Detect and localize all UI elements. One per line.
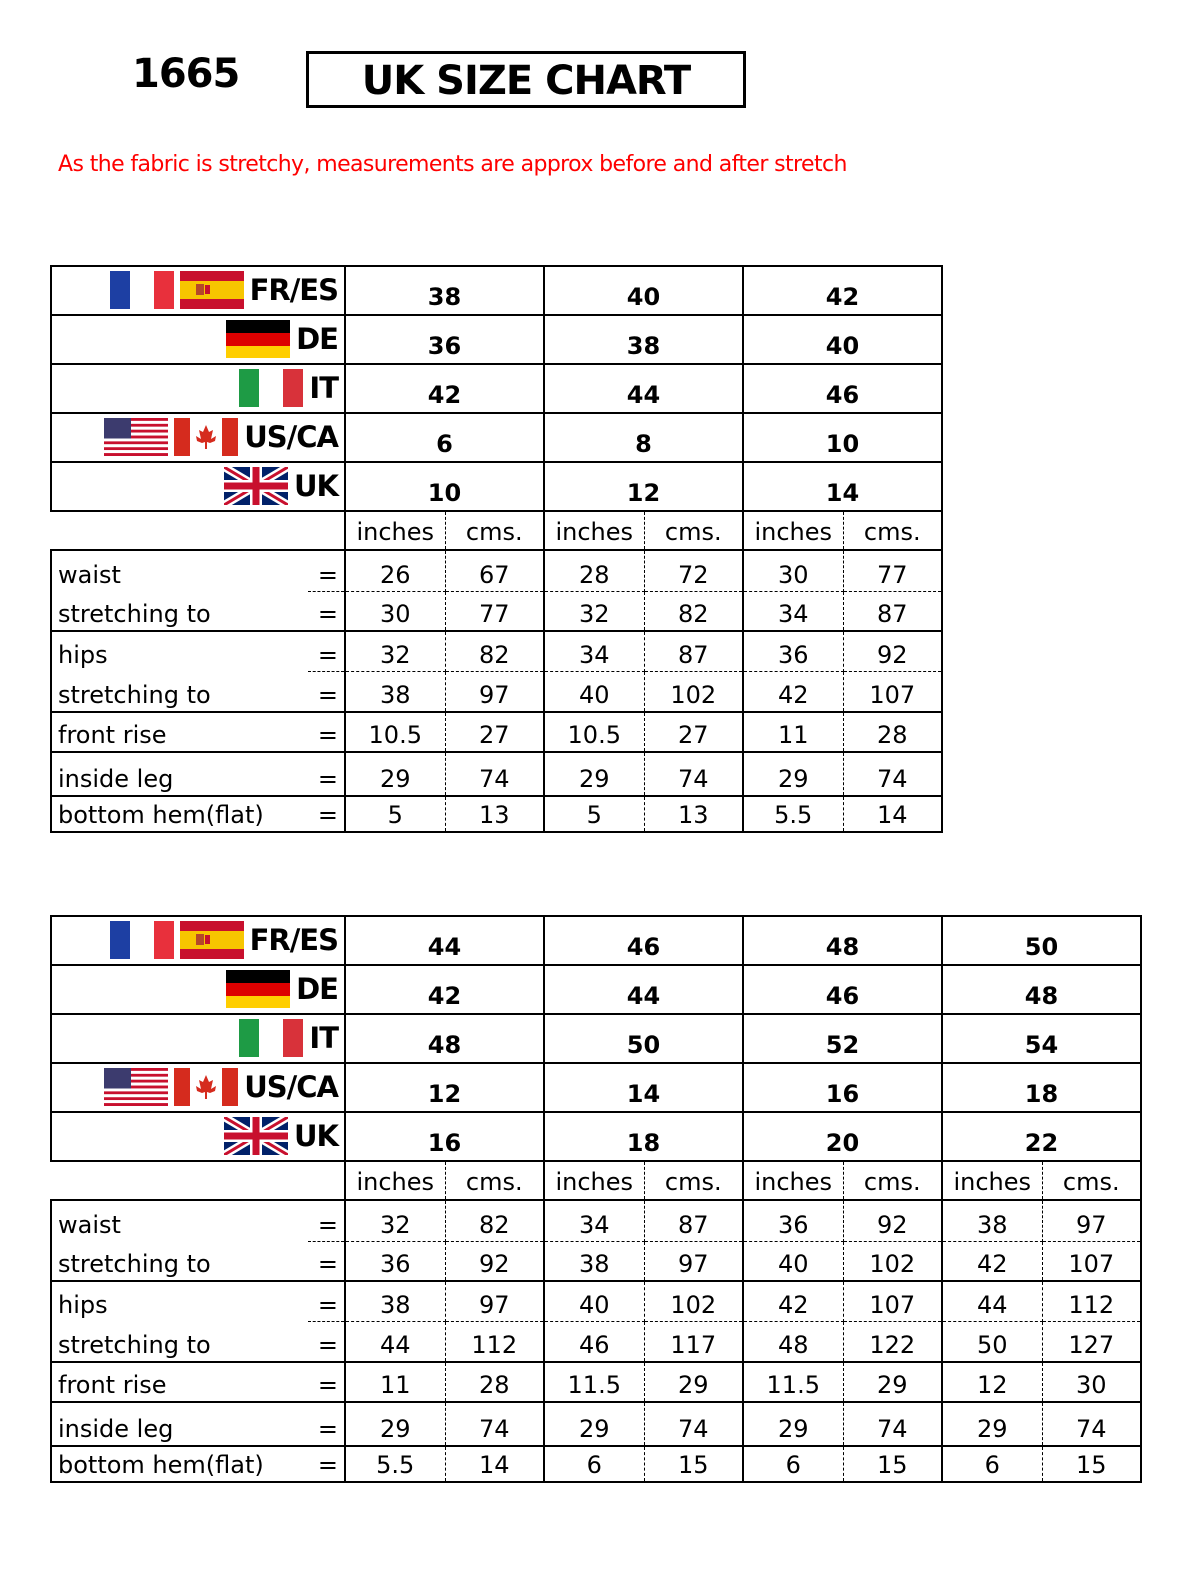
size-value: 44	[544, 364, 743, 413]
flags	[233, 1019, 303, 1057]
size-table-2	[50, 915, 1142, 1483]
measure-row	[51, 712, 942, 752]
measure-row	[51, 1402, 1141, 1446]
value-cms: 13	[445, 796, 544, 832]
country-row	[51, 462, 942, 511]
size-value: 10	[743, 413, 942, 462]
value-inches: 12	[942, 1362, 1042, 1402]
measure-row	[51, 1200, 1141, 1241]
country-label: FR/ES	[249, 273, 338, 307]
size-value: 48	[743, 916, 942, 965]
flags	[98, 418, 238, 456]
country-row	[51, 1112, 1141, 1161]
size-value: 8	[544, 413, 743, 462]
value-cms: 13	[644, 796, 743, 832]
country-label: UK	[293, 469, 338, 503]
value-inches: 34	[743, 591, 843, 631]
value-inches: 38	[345, 1281, 445, 1321]
size-value: 44	[544, 965, 743, 1014]
country-cell	[51, 1014, 345, 1063]
value-inches: 42	[743, 671, 843, 712]
size-value: 10	[345, 462, 544, 511]
country-label: US/CA	[244, 420, 338, 454]
measure-label: inside leg	[51, 752, 308, 796]
units-row	[51, 1161, 1141, 1200]
value-cms: 30	[1042, 1362, 1141, 1402]
measure-row	[51, 1281, 1141, 1321]
germany-flag-icon	[226, 970, 290, 1008]
value-inches: 32	[345, 1200, 445, 1241]
size-value: 46	[743, 364, 942, 413]
country-row	[51, 315, 942, 364]
country-row	[51, 916, 1141, 965]
measure-label: bottom hem(flat)	[51, 796, 308, 832]
value-cms: 77	[445, 591, 544, 631]
value-inches: 34	[544, 1200, 644, 1241]
value-cms: 74	[445, 752, 544, 796]
value-cms: 82	[445, 1200, 544, 1241]
country-row	[51, 1014, 1141, 1063]
value-inches: 40	[544, 671, 644, 712]
measure-row	[51, 550, 942, 591]
uk-flag-icon	[224, 467, 288, 505]
value-cms: 112	[445, 1321, 544, 1362]
value-inches: 11.5	[544, 1362, 644, 1402]
country-label: DE	[296, 972, 338, 1006]
size-value: 42	[345, 364, 544, 413]
value-cms: 14	[843, 796, 942, 832]
size-value: 46	[743, 965, 942, 1014]
size-value: 48	[345, 1014, 544, 1063]
title-box	[306, 51, 746, 108]
value-inches: 5.5	[743, 796, 843, 832]
country-cell	[51, 315, 345, 364]
measure-label: bottom hem(flat)	[51, 1446, 308, 1482]
italy-flag-icon	[239, 369, 303, 407]
country-row	[51, 1063, 1141, 1112]
value-inches: 46	[544, 1321, 644, 1362]
size-value: 12	[544, 462, 743, 511]
value-cms: 112	[1042, 1281, 1141, 1321]
flags	[104, 921, 244, 959]
value-cms: 102	[644, 671, 743, 712]
product-code: 1665	[132, 51, 240, 97]
equals-sign: =	[308, 1200, 345, 1241]
size-value: 42	[743, 266, 942, 315]
value-cms: 27	[644, 712, 743, 752]
equals-sign: =	[308, 1446, 345, 1482]
value-cms: 74	[644, 1402, 743, 1446]
size-value: 46	[544, 916, 743, 965]
equals-sign: =	[308, 1241, 345, 1281]
value-cms: 107	[843, 1281, 942, 1321]
value-inches: 5.5	[345, 1446, 445, 1482]
value-inches: 29	[942, 1402, 1042, 1446]
equals-sign: =	[308, 1281, 345, 1321]
unit-cms: cms.	[445, 1161, 544, 1200]
measure-row	[51, 796, 942, 832]
country-row	[51, 266, 942, 315]
size-value: 44	[345, 916, 544, 965]
country-cell	[51, 413, 345, 462]
unit-inches: inches	[743, 511, 843, 550]
measure-row	[51, 591, 942, 631]
value-inches: 26	[345, 550, 445, 591]
country-label: FR/ES	[249, 923, 338, 957]
measure-label: hips	[51, 631, 308, 671]
size-value: 18	[544, 1112, 743, 1161]
flags	[104, 271, 244, 309]
unit-cms: cms.	[445, 511, 544, 550]
value-inches: 28	[544, 550, 644, 591]
value-inches: 36	[743, 1200, 843, 1241]
flags	[218, 1117, 288, 1155]
equals-sign: =	[308, 1321, 345, 1362]
value-inches: 44	[942, 1281, 1042, 1321]
value-inches: 32	[345, 631, 445, 671]
value-inches: 11.5	[743, 1362, 843, 1402]
measure-row	[51, 671, 942, 712]
page-title: UK SIZE CHART	[361, 58, 691, 104]
blank-cell	[51, 511, 345, 550]
flags	[233, 369, 303, 407]
value-cms: 77	[843, 550, 942, 591]
value-cms: 87	[644, 1200, 743, 1241]
value-inches: 38	[544, 1241, 644, 1281]
value-inches: 5	[544, 796, 644, 832]
value-cms: 74	[843, 1402, 942, 1446]
value-inches: 30	[345, 591, 445, 631]
country-label: IT	[309, 1021, 338, 1055]
measure-row	[51, 1321, 1141, 1362]
value-inches: 6	[942, 1446, 1042, 1482]
unit-cms: cms.	[843, 1161, 942, 1200]
value-inches: 40	[743, 1241, 843, 1281]
value-cms: 92	[843, 631, 942, 671]
value-inches: 29	[544, 752, 644, 796]
equals-sign: =	[308, 1402, 345, 1446]
value-inches: 42	[942, 1241, 1042, 1281]
value-cms: 74	[445, 1402, 544, 1446]
size-table-1	[50, 265, 943, 833]
unit-cms: cms.	[644, 1161, 743, 1200]
country-cell	[51, 364, 345, 413]
unit-cms: cms.	[1042, 1161, 1141, 1200]
measure-label: front rise	[51, 712, 308, 752]
value-inches: 6	[544, 1446, 644, 1482]
size-value: 36	[345, 315, 544, 364]
size-value: 40	[743, 315, 942, 364]
equals-sign: =	[308, 631, 345, 671]
size-value: 14	[743, 462, 942, 511]
value-inches: 36	[345, 1241, 445, 1281]
italy-flag-icon	[239, 1019, 303, 1057]
value-inches: 32	[544, 591, 644, 631]
value-inches: 29	[544, 1402, 644, 1446]
size-value: 50	[942, 916, 1141, 965]
value-inches: 48	[743, 1321, 843, 1362]
value-cms: 117	[644, 1321, 743, 1362]
measure-label: front rise	[51, 1362, 308, 1402]
value-cms: 82	[644, 591, 743, 631]
country-label: UK	[293, 1119, 338, 1153]
size-value: 12	[345, 1063, 544, 1112]
value-inches: 30	[743, 550, 843, 591]
size-value: 38	[544, 315, 743, 364]
value-inches: 29	[743, 1402, 843, 1446]
value-inches: 11	[743, 712, 843, 752]
value-inches: 11	[345, 1362, 445, 1402]
value-cms: 87	[644, 631, 743, 671]
size-value: 16	[743, 1063, 942, 1112]
equals-sign: =	[308, 591, 345, 631]
flags	[218, 467, 288, 505]
size-value: 18	[942, 1063, 1141, 1112]
value-inches: 50	[942, 1321, 1042, 1362]
measure-label: waist	[51, 550, 308, 591]
size-value: 42	[345, 965, 544, 1014]
value-inches: 42	[743, 1281, 843, 1321]
size-value: 54	[942, 1014, 1141, 1063]
france-flag-icon	[110, 271, 174, 309]
value-inches: 5	[345, 796, 445, 832]
value-cms: 15	[644, 1446, 743, 1482]
size-value: 14	[544, 1063, 743, 1112]
value-cms: 107	[843, 671, 942, 712]
canada-flag-icon	[174, 418, 238, 456]
value-inches: 10.5	[345, 712, 445, 752]
value-inches: 38	[942, 1200, 1042, 1241]
blank-cell	[51, 1161, 345, 1200]
size-value: 50	[544, 1014, 743, 1063]
size-value: 22	[942, 1112, 1141, 1161]
value-inches: 29	[743, 752, 843, 796]
usa-flag-icon	[104, 1068, 168, 1106]
country-cell	[51, 1112, 345, 1161]
country-cell	[51, 266, 345, 315]
value-inches: 36	[743, 631, 843, 671]
equals-sign: =	[308, 796, 345, 832]
value-cms: 15	[843, 1446, 942, 1482]
value-cms: 74	[1042, 1402, 1141, 1446]
value-cms: 122	[843, 1321, 942, 1362]
unit-cms: cms.	[843, 511, 942, 550]
value-cms: 127	[1042, 1321, 1141, 1362]
country-row	[51, 413, 942, 462]
value-cms: 102	[843, 1241, 942, 1281]
country-row	[51, 364, 942, 413]
unit-inches: inches	[345, 1161, 445, 1200]
value-inches: 38	[345, 671, 445, 712]
country-cell	[51, 965, 345, 1014]
measure-label: stretching to	[51, 1321, 308, 1362]
value-cms: 15	[1042, 1446, 1141, 1482]
value-cms: 67	[445, 550, 544, 591]
canada-flag-icon	[174, 1068, 238, 1106]
equals-sign: =	[308, 752, 345, 796]
value-cms: 29	[644, 1362, 743, 1402]
size-value: 38	[345, 266, 544, 315]
value-cms: 97	[445, 671, 544, 712]
measure-label: hips	[51, 1281, 308, 1321]
size-value: 40	[544, 266, 743, 315]
value-inches: 29	[345, 752, 445, 796]
unit-cms: cms.	[644, 511, 743, 550]
value-inches: 10.5	[544, 712, 644, 752]
spain-flag-icon	[180, 921, 244, 959]
country-cell	[51, 916, 345, 965]
value-inches: 44	[345, 1321, 445, 1362]
measure-row	[51, 1446, 1141, 1482]
measure-row	[51, 631, 942, 671]
unit-inches: inches	[942, 1161, 1042, 1200]
measure-row	[51, 1362, 1141, 1402]
value-inches: 29	[345, 1402, 445, 1446]
size-value: 16	[345, 1112, 544, 1161]
value-cms: 74	[644, 752, 743, 796]
equals-sign: =	[308, 671, 345, 712]
measure-label: stretching to	[51, 671, 308, 712]
value-inches: 40	[544, 1281, 644, 1321]
value-cms: 97	[445, 1281, 544, 1321]
flags	[220, 320, 290, 358]
uk-flag-icon	[224, 1117, 288, 1155]
flags	[98, 1068, 238, 1106]
measure-label: stretching to	[51, 591, 308, 631]
unit-inches: inches	[544, 1161, 644, 1200]
measure-label: waist	[51, 1200, 308, 1241]
france-flag-icon	[110, 921, 174, 959]
value-cms: 72	[644, 550, 743, 591]
equals-sign: =	[308, 550, 345, 591]
size-value: 52	[743, 1014, 942, 1063]
value-cms: 87	[843, 591, 942, 631]
country-cell	[51, 1063, 345, 1112]
measure-label: stretching to	[51, 1241, 308, 1281]
value-cms: 14	[445, 1446, 544, 1482]
units-row	[51, 511, 942, 550]
unit-inches: inches	[743, 1161, 843, 1200]
value-inches: 34	[544, 631, 644, 671]
country-label: IT	[309, 371, 338, 405]
country-row	[51, 965, 1141, 1014]
value-inches: 6	[743, 1446, 843, 1482]
country-label: DE	[296, 322, 338, 356]
size-value: 20	[743, 1112, 942, 1161]
unit-inches: inches	[345, 511, 445, 550]
value-cms: 29	[843, 1362, 942, 1402]
value-cms: 102	[644, 1281, 743, 1321]
stretch-note: As the fabric is stretchy, measurements are approx before and after stretch	[58, 152, 847, 177]
flags	[220, 970, 290, 1008]
usa-flag-icon	[104, 418, 168, 456]
measure-label: inside leg	[51, 1402, 308, 1446]
equals-sign: =	[308, 1362, 345, 1402]
value-cms: 97	[644, 1241, 743, 1281]
value-cms: 97	[1042, 1200, 1141, 1241]
country-cell	[51, 462, 345, 511]
value-cms: 27	[445, 712, 544, 752]
germany-flag-icon	[226, 320, 290, 358]
size-value: 6	[345, 413, 544, 462]
value-cms: 28	[843, 712, 942, 752]
country-label: US/CA	[244, 1070, 338, 1104]
unit-inches: inches	[544, 511, 644, 550]
value-cms: 107	[1042, 1241, 1141, 1281]
measure-row	[51, 1241, 1141, 1281]
value-cms: 92	[843, 1200, 942, 1241]
size-value: 48	[942, 965, 1141, 1014]
equals-sign: =	[308, 712, 345, 752]
value-cms: 28	[445, 1362, 544, 1402]
value-cms: 92	[445, 1241, 544, 1281]
spain-flag-icon	[180, 271, 244, 309]
value-cms: 82	[445, 631, 544, 671]
measure-row	[51, 752, 942, 796]
value-cms: 74	[843, 752, 942, 796]
